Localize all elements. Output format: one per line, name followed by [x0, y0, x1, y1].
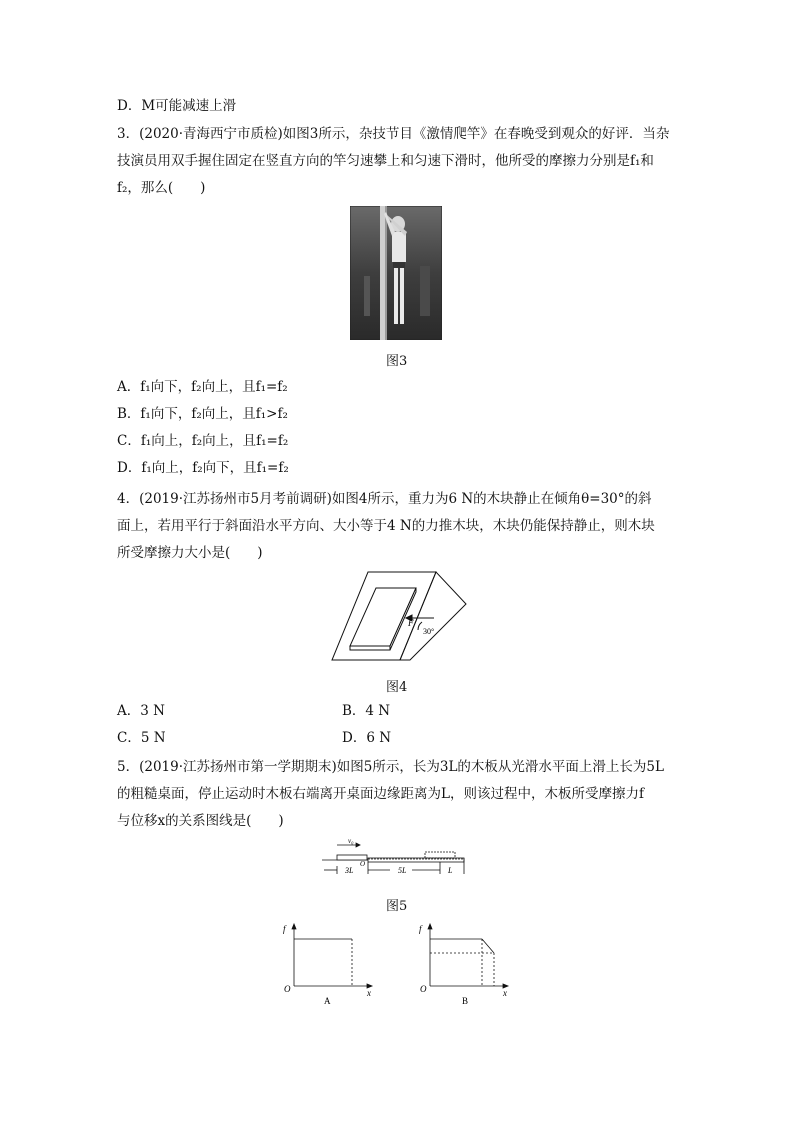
graph-b-f-axis: f [419, 924, 422, 934]
q3-option-d: D．f₁向上，f₂向下，且f₁=f₂ [117, 460, 289, 476]
q2-option-d: D．M可能减速上滑 [117, 98, 237, 114]
q5-stem-line2: 的粗糙桌面，停止运动时木板右端离开桌面边缘距离为L，则该过程中，木板所受摩擦力f [117, 786, 644, 802]
q3-option-a: A．f₁向下，f₂向上，且f₁=f₂ [117, 379, 288, 395]
graph-b-origin: O [420, 984, 427, 994]
figure-5-origin-label: O [360, 860, 366, 868]
graph-b [416, 918, 516, 1008]
q3-stem-line1: 3．(2020·青海西宁市质检)如图3所示，杂技节目《激情爬竿》在春晚受到观众的好评．当杂 [117, 126, 670, 142]
graph-a-x-axis: x [367, 988, 371, 998]
figure-5-5L-label: 5L [398, 866, 407, 875]
figure-5-v0-label: v₀ [348, 837, 354, 845]
q4-stem-line3: 所受摩擦力大小是( ) [117, 545, 263, 561]
q4-option-c: C．5 N [117, 730, 166, 746]
q4-stem-line1: 4．(2019·江苏扬州市5月考前调研)如图4所示，重力为6 N的木块静止在倾角θ=30°的斜 [117, 491, 652, 507]
figure-5-caption: 图5 [386, 899, 408, 914]
q3-stem-line3: f₂，那么( ) [117, 180, 206, 196]
q4-option-d: D．6 N [342, 730, 392, 746]
q3-option-c: C．f₁向上，f₂向上，且f₁=f₂ [117, 433, 289, 449]
figure-4-angle-label: 30° [423, 627, 435, 636]
q4-option-a: A．3 N [117, 703, 165, 719]
q5-stem-line1: 5．(2019·江苏扬州市第一学期期末)如图5所示，长为3L的木板从光滑水平面上滑上长为5L [117, 759, 664, 775]
q3-option-b: B．f₁向下，f₂向上，且f₁>f₂ [117, 406, 288, 422]
figure-3-caption: 图3 [386, 354, 408, 369]
q4-option-b: B．4 N [342, 703, 391, 719]
graph-a-label: A [324, 996, 331, 1006]
figure-4-force-label: F [408, 618, 414, 628]
figure-3-photo [350, 206, 442, 340]
q3-stem-line2: 技演员用双手握住固定在竖直方向的竿匀速攀上和匀速下滑时，他所受的摩擦力分别是f₁和 [117, 153, 654, 169]
graph-b-label: B [462, 996, 469, 1006]
q5-stem-line3: 与位移x的关系图线是( ) [117, 813, 284, 829]
graph-a-origin: O [284, 984, 291, 994]
figure-5-board-diagram [320, 836, 472, 878]
figure-5-L-label: L [448, 866, 453, 875]
graph-a-f-axis: f [283, 924, 286, 934]
graph-a [280, 918, 380, 1008]
figure-5-3L-label: 3L [345, 866, 354, 875]
figure-4-caption: 图4 [386, 680, 408, 695]
q4-stem-line2: 面上，若用平行于斜面沿水平方向、大小等于4 N的力推木块，木块仍能保持静止，则木块 [117, 518, 655, 534]
figure-4-incline [330, 570, 470, 666]
graph-b-x-axis: x [503, 988, 507, 998]
